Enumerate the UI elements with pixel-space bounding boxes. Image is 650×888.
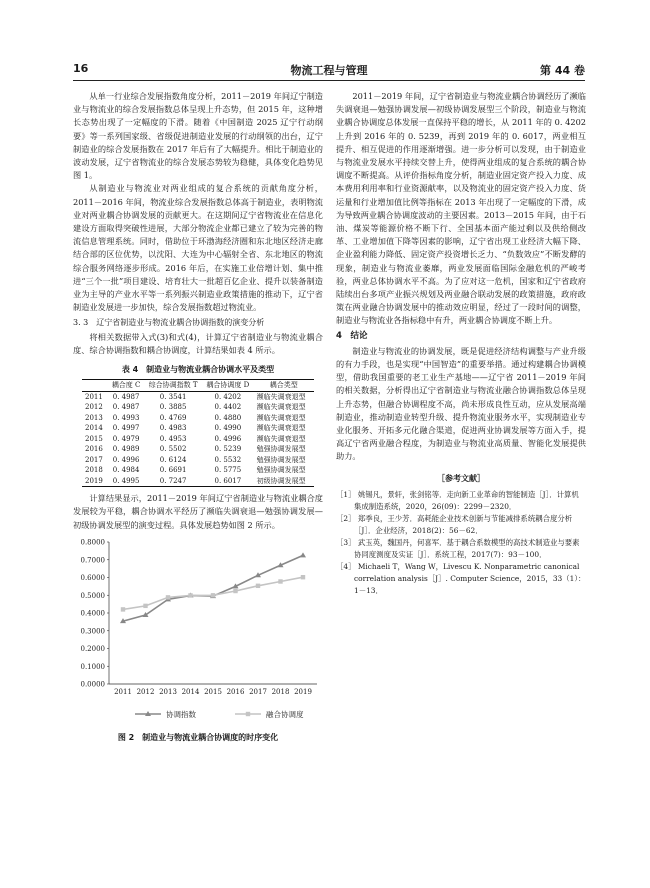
paragraph: 2011－2019 年间，辽宁省制造业与物流业耦合协调经历了濒临失调衰退—勉强协调发展—初级协调发展型三个阶段，制造业与物流业耦合协调度总体发展一直保持平稳的增长，从 2011 年的 0. 4202 上升到 2016 年的 0. 5239，再到 2019 年的 0. 6017，两业相互提升、相互促进的作用逐渐增强。进一步分析可以发现，由于制造业与物流业发展水平持续交替上升，使得两业组成的复合系统的耦合协调度不断提高。从评价指标角度分析，制造业固定资产投入力度、成本费用利用率和行业资源献率，以及物流业的固定资产投入力度、货运量和行业增加值比例等指标在 2013 年出现了一定幅度的下滑，成为导致两业耦合协调度波动的主要因素。2013－2015 年间，由于石油、煤炭等能源价格不断下行、全国基本面产能过剩以及供给侧改革、工业增加值下降等因素的影响，辽宁省出现工业经济大幅下降、企业盈利能力降低、固定资产投资增长乏力、“负数效应”不断发酵的现象，制造业与物流业萎靡，两业发展面临国际金融危机的严峻考验，两业总体协调水平不高。为了应对这一危机，国家和辽宁省政府陆续出台多项产业振兴规划及两业融合联动发展的政策措施，政府政策在两业融合协调发展中的推动效应明显，经过了一段时间的调整，制造业与物流业各指标稳中有升，两业耦合协调度不断上升。 bbox=[336, 91, 586, 326]
table-row bbox=[82, 434, 314, 445]
table-cell: 0. 6124 bbox=[159, 455, 187, 464]
section-title: 辽宁省制造业与物流业耦合协调指数的演变分析 bbox=[96, 318, 265, 328]
chart-svg bbox=[73, 534, 323, 729]
table-cell: 濒临失调衰退型 bbox=[256, 403, 306, 412]
table-cell: 2012 bbox=[85, 403, 103, 412]
legend-label: 协调指数 bbox=[166, 709, 196, 719]
section-heading bbox=[73, 316, 323, 329]
table-cell: 0. 5775 bbox=[214, 466, 242, 475]
section-number: 4 bbox=[336, 330, 342, 341]
table-cell: 0. 7247 bbox=[159, 476, 187, 485]
table-cell: 0. 4983 bbox=[159, 424, 187, 433]
y-tick-label: 0.7000 bbox=[80, 556, 105, 565]
series-line-0 bbox=[123, 555, 303, 621]
paragraph: 从单一行业综合发展指数角度分析，2011－2019 年间辽宁制造业与物流业的综合发展指数总体呈现上升态势，但 2015 年，这种增长态势出现了一定幅度的下滑。随着《中国制造 2025 辽宁行动纲要》等一系列国家级、省级促进制造业发展的行动纲领的出台，辽宁制造业的综合发展指数在 2017 年后有了大幅提升。相比于制造业的波动发展，辽宁省物流业的综合发展态势较为稳健，具体变化趋势见图 1。 bbox=[73, 91, 323, 181]
table-row bbox=[82, 455, 314, 466]
data-point bbox=[188, 593, 192, 597]
table-cell: 0. 4989 bbox=[112, 445, 140, 454]
table-cell: 0. 4990 bbox=[214, 424, 242, 433]
reference-item: ［2］ 郑季良，王少芳．高耗能企业技术创新与节能减排系统耦合度分析［J］．企业经济，2018(2)：56－62． bbox=[336, 513, 573, 535]
data-point bbox=[278, 579, 282, 583]
table-cell: 0. 5239 bbox=[214, 445, 242, 454]
journal-title: 物流工程与管理 bbox=[290, 64, 368, 77]
table-cell: 濒临失调衰退型 bbox=[256, 392, 306, 401]
table-header-row bbox=[82, 380, 314, 392]
y-tick-label: 0.5000 bbox=[80, 591, 105, 600]
y-tick-label: 0.0000 bbox=[80, 680, 105, 689]
section-title: 结论 bbox=[350, 330, 368, 341]
table-cell: 0. 4996 bbox=[112, 455, 140, 464]
reference-item: ［3］ 武玉英，魏国丹，何喜军．基于耦合系数模型的高技术制造业与要素协同度测度及实证［J］．系统工程，2017(7)：93－100． bbox=[336, 537, 580, 559]
table-cell: 0. 6691 bbox=[159, 466, 187, 475]
table-cell: 0. 4987 bbox=[112, 392, 140, 401]
x-tick-label: 2015 bbox=[204, 687, 222, 696]
table-caption: 表 4 制造业与物流业耦合协调水平及类型 bbox=[121, 365, 275, 375]
data-point bbox=[143, 604, 147, 608]
reference-list bbox=[336, 489, 586, 597]
table-header-cell: 耦合类型 bbox=[269, 381, 298, 390]
table-cell: 2014 bbox=[85, 424, 103, 433]
table-cell: 0. 4769 bbox=[159, 413, 187, 422]
data-point bbox=[301, 575, 305, 579]
data-point bbox=[256, 583, 260, 587]
table-cell: 0. 3541 bbox=[159, 392, 187, 401]
table-cell: 0. 4993 bbox=[112, 413, 140, 422]
y-tick-label: 0.4000 bbox=[80, 609, 105, 618]
table-header-cell: 耦合协调度 D bbox=[206, 381, 250, 390]
legend-marker bbox=[246, 712, 250, 716]
y-tick-label: 0.6000 bbox=[80, 573, 105, 582]
table-cell: 2019 bbox=[85, 476, 103, 485]
paragraph: 计算结果显示，2011－2019 年间辽宁省制造业与物流业耦合度发展较为平稳，耦合协调水平经历了濒临失调衰退—勉强协调发展—初级协调发展型的演变过程。具体发展趋势如图 2 所示。 bbox=[73, 493, 323, 530]
volume-label: 第 44 卷 bbox=[540, 64, 585, 77]
data-point bbox=[166, 595, 170, 599]
table-cell: 0. 4997 bbox=[112, 424, 140, 433]
table-cell: 0. 5532 bbox=[214, 455, 242, 464]
table-cell: 2016 bbox=[85, 445, 103, 454]
table-row bbox=[82, 444, 314, 455]
y-tick-label: 0.3000 bbox=[80, 627, 105, 636]
table-cell: 勉强协调发展型 bbox=[256, 466, 306, 475]
x-tick-label: 2014 bbox=[181, 687, 200, 696]
y-tick-label: 0.1000 bbox=[80, 662, 105, 671]
table-cell: 2018 bbox=[85, 466, 103, 475]
table-row bbox=[82, 423, 314, 434]
table-cell: 0. 4984 bbox=[112, 466, 140, 475]
section-heading bbox=[336, 330, 586, 343]
table-cell: 勉强协调发展型 bbox=[256, 455, 306, 464]
x-tick-label: 2018 bbox=[271, 687, 290, 696]
table-row bbox=[82, 402, 314, 413]
running-header bbox=[73, 62, 585, 76]
y-tick-label: 0.2000 bbox=[80, 644, 105, 653]
data-point bbox=[233, 589, 237, 593]
x-tick-label: 2016 bbox=[226, 687, 245, 696]
section-number: 3. 3 bbox=[73, 318, 89, 328]
table-row bbox=[82, 476, 314, 487]
table-cell: 0. 4987 bbox=[112, 403, 140, 412]
table-cell: 勉强协调发展型 bbox=[256, 445, 306, 454]
x-tick-label: 2017 bbox=[249, 687, 267, 696]
paragraph: 制造业与物流业的协调发展，既是促进经济结构调整与产业升级的有力手段，也是实现“中国智造”的重要举措。通过构建耦合协调模型，借助我国重要的老工业生产基地——辽宁省 2011－2019 年间的相关数据，分析得出辽宁省制造业与物流业融合协调指数总体呈现上升态势，但融合协调程度不高，尚未形成良性互动，应从发展高端制造业，推动制造业转型升级、提升物流业服务水平，实现制造业专业化服务、开拓多元化融合渠道，促进两业协调发展等方面入手，提高辽宁省两业融合程度，为制造业与物流业高质量、智能化发展提供助力。 bbox=[336, 345, 586, 462]
table-body bbox=[82, 391, 314, 487]
table-cell: 0. 4880 bbox=[214, 413, 242, 422]
table-cell: 0. 3885 bbox=[159, 403, 187, 412]
legend-label: 融合协调度 bbox=[266, 709, 304, 719]
x-tick-label: 2011 bbox=[114, 687, 132, 696]
table-cell: 2011 bbox=[85, 392, 103, 401]
table-cell: 濒临失调衰退型 bbox=[256, 434, 306, 443]
table-cell: 濒临失调衰退型 bbox=[256, 424, 306, 433]
x-tick-label: 2013 bbox=[159, 687, 177, 696]
table-cell: 0. 4995 bbox=[112, 476, 140, 485]
references-heading: ［参考文献］ bbox=[437, 473, 485, 483]
table-cell: 0. 4953 bbox=[159, 434, 187, 443]
table-row bbox=[82, 465, 314, 476]
right-column bbox=[336, 90, 586, 597]
table-cell: 0. 4202 bbox=[214, 392, 242, 401]
y-tick-label: 0.8000 bbox=[80, 538, 105, 547]
x-tick-label: 2012 bbox=[136, 687, 155, 696]
figure-caption: 图 2 制造业与物流业耦合协调度的时序变化 bbox=[117, 732, 279, 742]
table-cell: 2015 bbox=[85, 434, 103, 443]
line-chart bbox=[73, 534, 323, 729]
table-cell: 0. 5502 bbox=[159, 445, 187, 454]
paragraph: 从制造业与物流业对两业组成的复合系统的贡献角度分析，2011－2016 年间，物流业综合发展指数总体高于制造业，表明物流业对两业耦合协调发展的贡献更大。在这期间辽宁省物流业在信息化建设方面取得突破性进展，大部分物流企业都已建立了较为完善的物流信息管理系统。同时，借助位于环渤海经济圈和东北地区经济走廊结合部的区位优势，以沈阳、大连为中心辐射全省、东北地区的物流综合服务网络逐步形成。2016 年后，在实施工业倍增计划、集中推进“三个一批”项目建设、培育壮大一批超百亿企业、提升以装备制造业为主导的产业水平等一系列振兴制造业政策措施的推动下，辽宁省制造业发展进一步加快，综合发展指数超过物流业。 bbox=[73, 183, 323, 313]
table-cell: 初级协调发展型 bbox=[256, 476, 306, 485]
table-row bbox=[82, 391, 314, 402]
table-header-cell: 耦合度 C bbox=[111, 381, 141, 390]
table-cell: 2017 bbox=[85, 455, 103, 464]
table-row bbox=[82, 413, 314, 424]
left-column bbox=[73, 90, 323, 744]
x-tick-label: 2019 bbox=[294, 687, 312, 696]
table-header-cell bbox=[82, 380, 108, 392]
table-header-cell: 综合协调指数 T bbox=[148, 381, 198, 390]
table-cell: 0. 4402 bbox=[214, 403, 242, 412]
reference-item: ［1］ 姚锡凡，景轩，张剑铭等．走向新工业革命的智能制造［J］．计算机集成制造系统，2020，26(09)：2299－2320． bbox=[336, 489, 579, 511]
data-point bbox=[300, 552, 306, 557]
table-cell: 濒临失调衰退型 bbox=[256, 413, 306, 422]
table-cell: 0. 4979 bbox=[112, 434, 140, 443]
data-point bbox=[211, 593, 215, 597]
reference-item: ［4］ Michaeli T，Wang W，Livescu K. Nonparametric canonical correlation analysis［J］. Computer Science，2015，33（1）：1－13． bbox=[336, 561, 586, 595]
header-rule bbox=[73, 80, 585, 81]
table-cell: 0. 6017 bbox=[214, 476, 242, 485]
table-cell: 2013 bbox=[85, 413, 103, 422]
table-cell: 0. 4996 bbox=[214, 434, 242, 443]
paragraph: 将相关数据带入式(3)和式(4)，计算辽宁省制造业与物流业耦合度、综合协调指数和耦合协调度，计算结果如表 4 所示。 bbox=[73, 331, 323, 355]
coupling-table bbox=[82, 379, 314, 487]
page-number: 16 bbox=[73, 62, 89, 75]
data-point bbox=[121, 607, 125, 611]
